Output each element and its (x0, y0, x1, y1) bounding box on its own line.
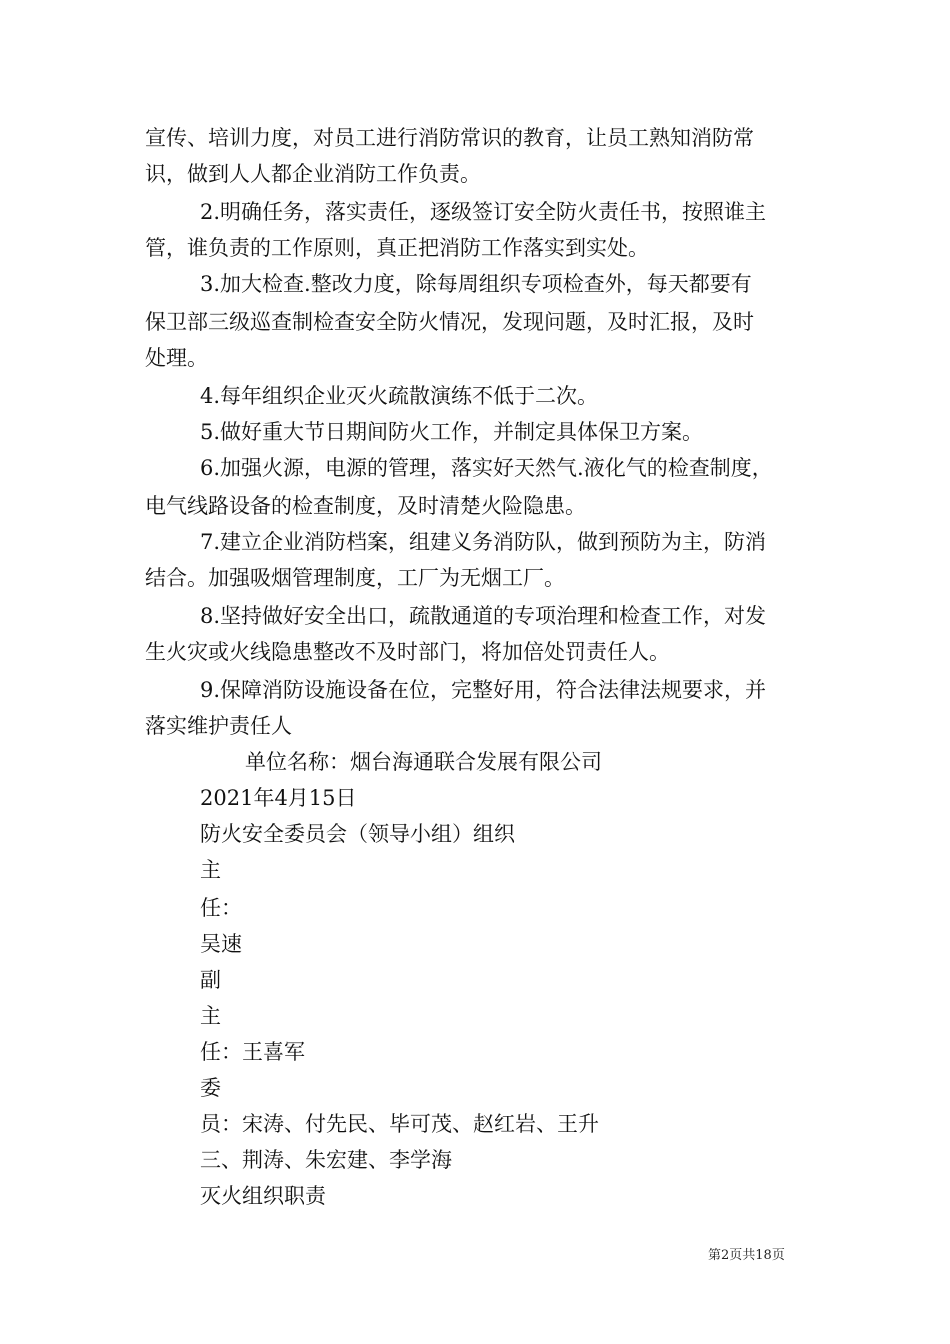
page-indicator: 第2页共18页 (708, 1248, 785, 1263)
list-item-3: 3.加大检查.整改力度，除每周组织专项检查外，每天都要有 (200, 272, 752, 296)
body-line: 生火灾或火线隐患整改不及时部门，将加倍处罚责任人。 (145, 640, 670, 664)
section-heading: 防火安全委员会（领导小组）组织 (200, 822, 515, 846)
body-line: 任：王喜军 (200, 1040, 305, 1064)
body-line: 员：宋涛、付先民、毕可茂、赵红岩、王升 (200, 1112, 599, 1136)
body-line: 主 (200, 1004, 221, 1028)
body-line: 委 (200, 1076, 221, 1100)
body-line: 电气线路设备的检查制度，及时清楚火险隐患。 (145, 494, 586, 518)
list-item-8: 8.坚持做好安全出口，疏散通道的专项治理和检查工作，对发 (200, 604, 767, 628)
list-item-2: 2.明确任务，落实责任，逐级签订安全防火责任书，按照谁主 (200, 200, 767, 224)
list-item-5: 5.做好重大节日期间防火工作，并制定具体保卫方案。 (200, 420, 704, 444)
body-line: 副 (200, 968, 221, 992)
body-line: 识，做到人人都企业消防工作负责。 (145, 162, 481, 186)
body-line: 吴速 (200, 932, 242, 956)
body-line: 结合。加强吸烟管理制度，工厂为无烟工厂。 (145, 566, 565, 590)
list-item-9: 9.保障消防设施设备在位，完整好用，符合法律法规要求，并 (200, 678, 767, 702)
list-item-7: 7.建立企业消防档案，组建义务消防队，做到预防为主，防消 (200, 530, 767, 554)
section-heading: 三、荆涛、朱宏建、李学海 (200, 1148, 452, 1172)
body-line: 处理。 (145, 346, 208, 370)
body-line: 灭火组织职责 (200, 1184, 326, 1208)
body-line: 落实维护责任人 (145, 714, 292, 738)
organization-name: 单位名称：烟台海通联合发展有限公司 (245, 750, 602, 774)
list-item-6: 6.加强火源，电源的管理，落实好天然气.液化气的检查制度， (200, 456, 773, 480)
list-item-4: 4.每年组织企业灭火疏散演练不低于二次。 (200, 384, 599, 408)
body-line: 任： (200, 896, 242, 920)
document-date: 2021年4月15日 (200, 786, 357, 810)
body-line: 宣传、培训力度，对员工进行消防常识的教育，让员工熟知消防常 (145, 126, 754, 150)
body-line: 管，谁负责的工作原则，真正把消防工作落实到实处。 (145, 236, 649, 260)
body-line: 主 (200, 858, 221, 882)
body-line: 保卫部三级巡查制检查安全防火情况，发现问题，及时汇报，及时 (145, 310, 754, 334)
